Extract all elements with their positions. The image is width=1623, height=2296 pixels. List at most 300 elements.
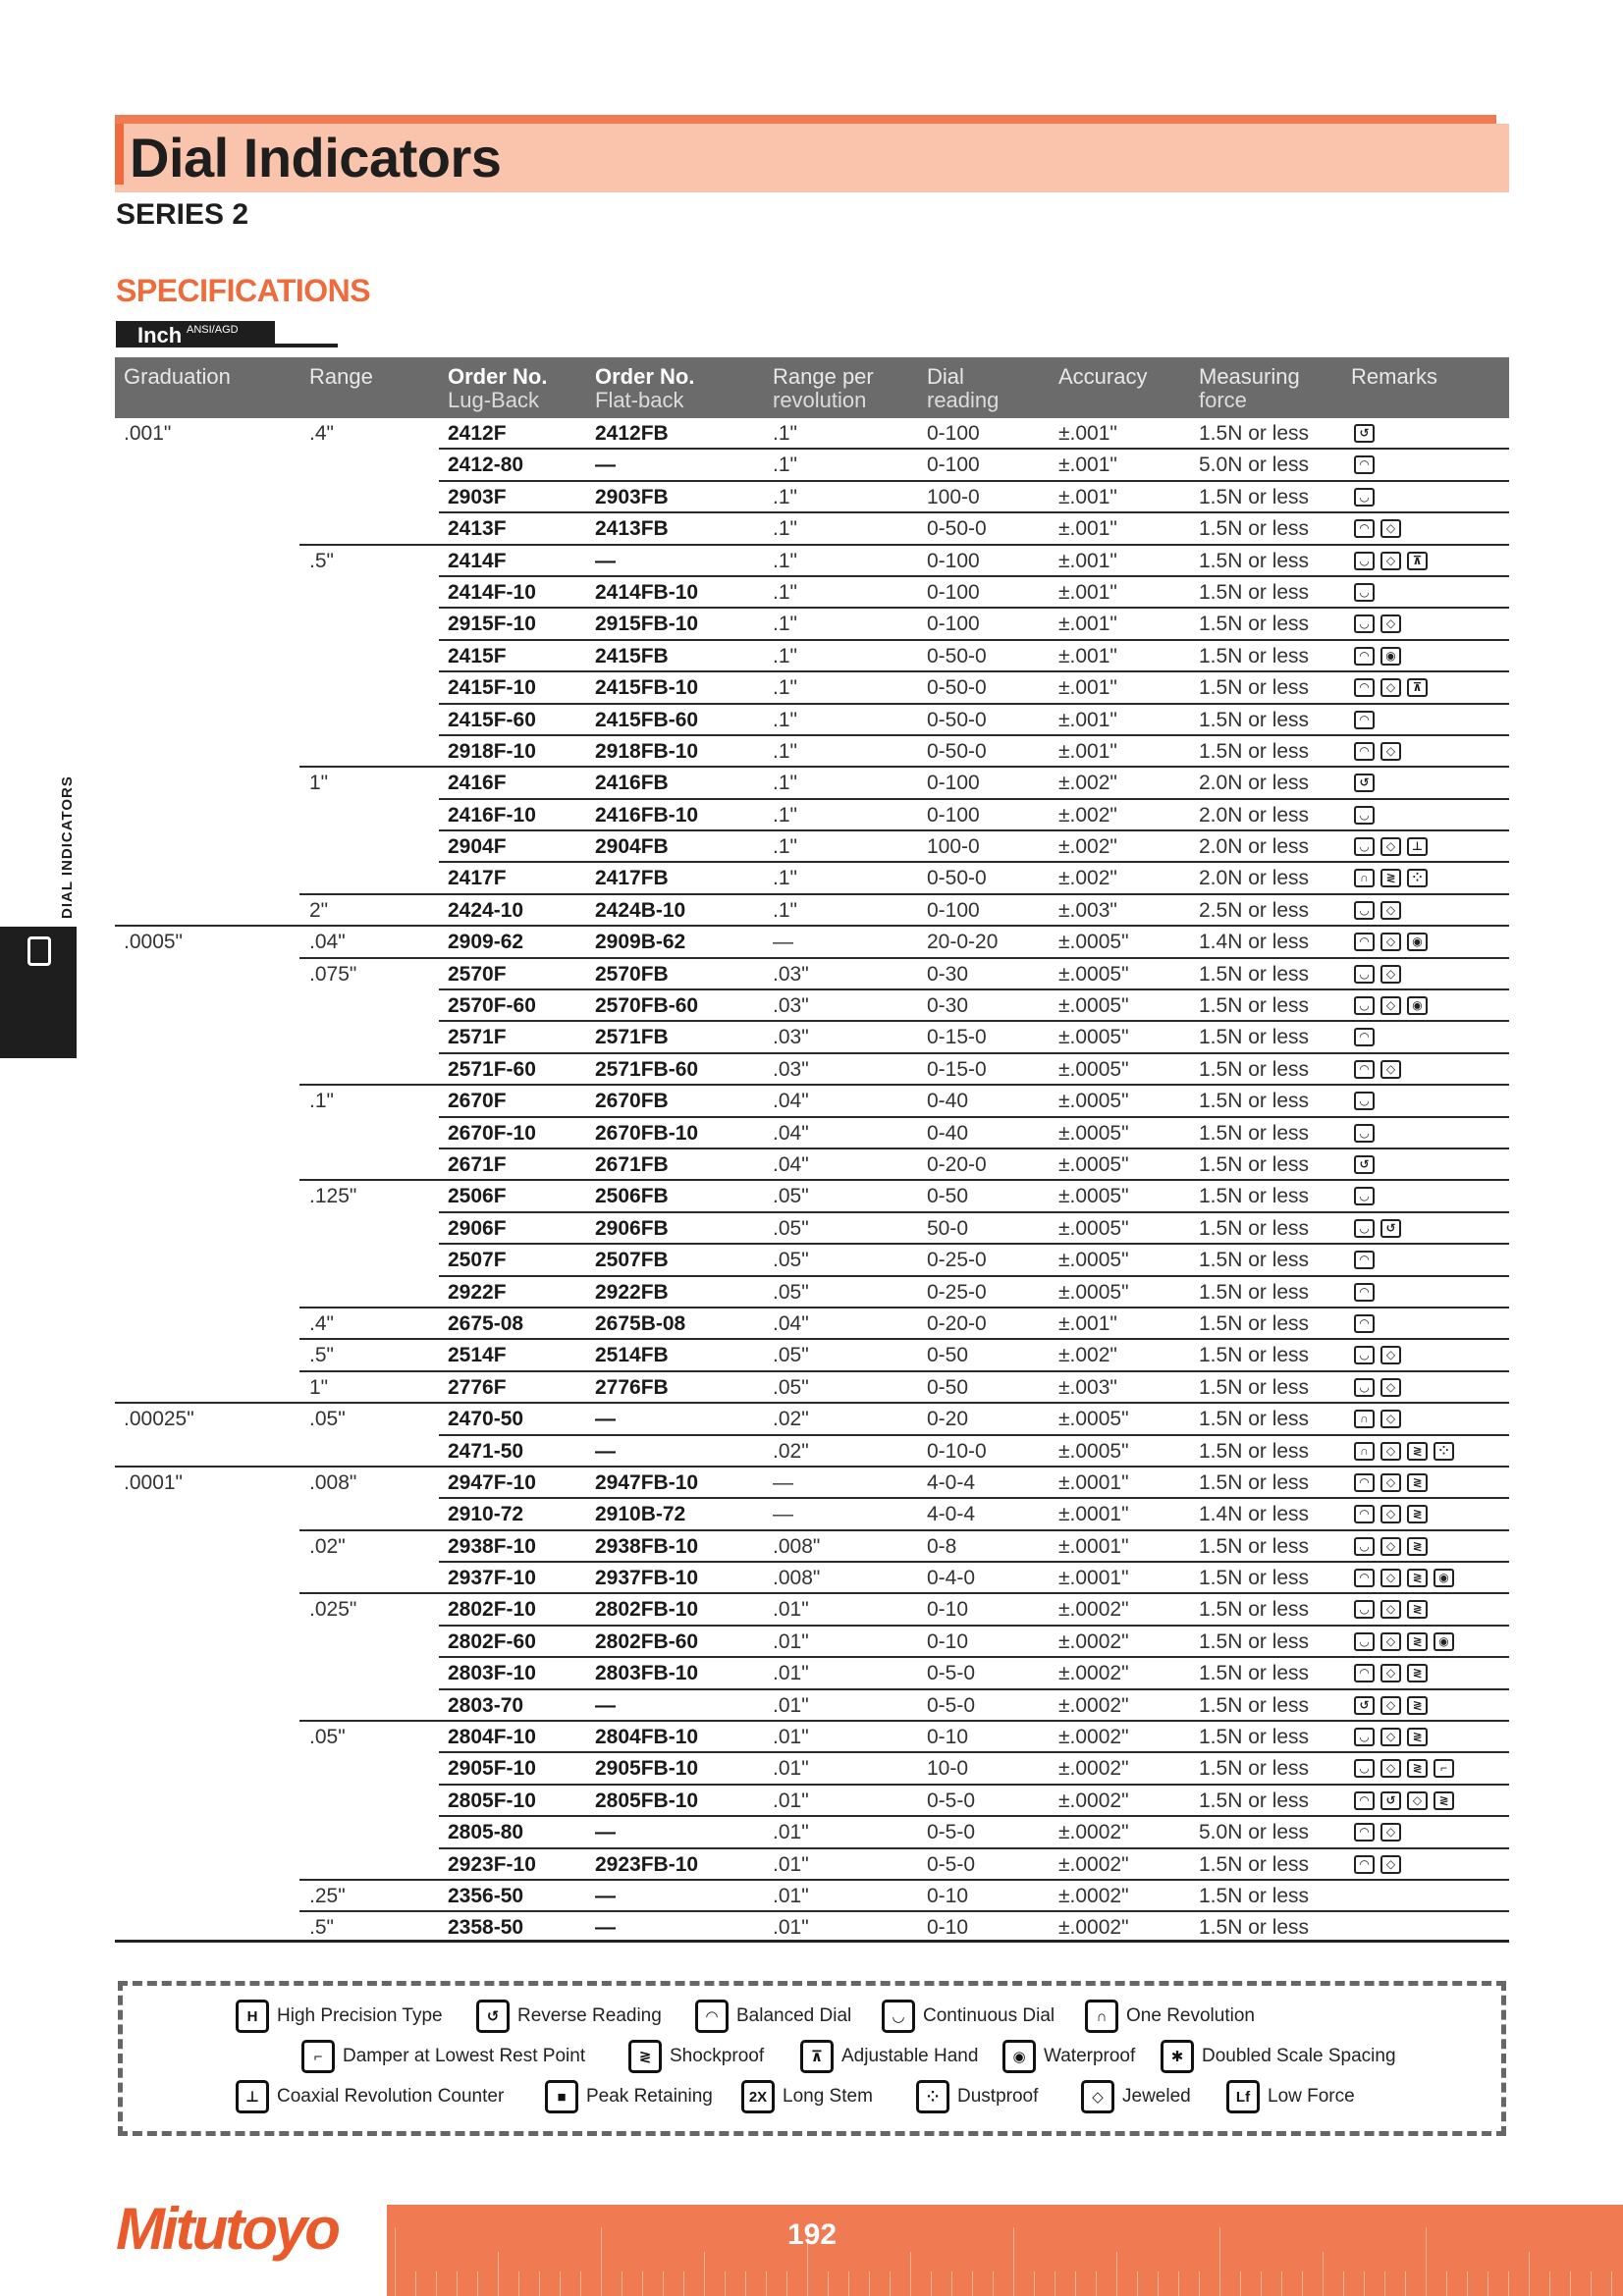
ruler-tick bbox=[580, 2271, 581, 2296]
jeweled-icon: ◇ bbox=[1380, 1378, 1401, 1397]
cell-dial-reading: 0-40 bbox=[927, 1121, 969, 1145]
cell-order-lug: 2570F-60 bbox=[448, 994, 536, 1018]
ruler-tick bbox=[395, 2227, 396, 2296]
cell-order-lug: 2675-08 bbox=[448, 1311, 524, 1335]
jeweled-icon: ◇ bbox=[1380, 1505, 1401, 1523]
continuous-icon: ◡ bbox=[1354, 583, 1375, 602]
legend-item-lowforce bbox=[1226, 2080, 1355, 2113]
cell-dial-reading: 0-5-0 bbox=[927, 1789, 976, 1812]
title-accent bbox=[115, 124, 124, 185]
reverse-icon: ↺ bbox=[476, 2000, 510, 2033]
cell-range-per-rev: .03" bbox=[773, 962, 809, 986]
cell-order-lug: 2571F-60 bbox=[448, 1057, 536, 1081]
cell-dial-reading: 100-0 bbox=[927, 485, 980, 508]
ruler-tick bbox=[1240, 2271, 1241, 2296]
cell-order-flat: 2906FB bbox=[595, 1216, 669, 1240]
cell-remarks bbox=[1354, 1791, 1454, 1810]
jeweled-icon: ◇ bbox=[1380, 1569, 1401, 1587]
cell-order-flat: 2416FB-10 bbox=[595, 803, 699, 827]
cell-remarks bbox=[1354, 424, 1375, 443]
cell-dial-reading: 0-5-0 bbox=[927, 1852, 976, 1876]
cell-dial-reading: 100-0 bbox=[927, 835, 980, 859]
cell-range-per-rev: .1" bbox=[773, 517, 797, 541]
cell-measuring-force: 1.5N or less bbox=[1199, 613, 1310, 636]
ruler-tick bbox=[1446, 2271, 1447, 2296]
cell-accuracy: ±.001" bbox=[1058, 485, 1117, 508]
table-row bbox=[115, 1118, 1509, 1149]
cell-measuring-force: 5.0N or less bbox=[1199, 454, 1310, 477]
cell-order-lug: 2802F-10 bbox=[448, 1598, 536, 1622]
cell-accuracy: ±.0005" bbox=[1058, 1439, 1129, 1463]
cell-dial-reading: 0-100 bbox=[927, 772, 980, 795]
col-accuracy: Accuracy bbox=[1058, 364, 1148, 389]
ruler-tick bbox=[498, 2252, 499, 2296]
cell-accuracy: ±.0005" bbox=[1058, 1090, 1129, 1113]
table-row bbox=[115, 1340, 1509, 1371]
cell-measuring-force: 1.5N or less bbox=[1199, 1693, 1310, 1717]
cell-order-lug: 2506F bbox=[448, 1185, 507, 1208]
ruler-tick bbox=[931, 2271, 932, 2296]
balanced-icon: ◠ bbox=[1354, 678, 1375, 697]
cell-remarks bbox=[1354, 837, 1428, 856]
ruler-tick bbox=[1549, 2271, 1550, 2296]
ruler-tick bbox=[1281, 2271, 1282, 2296]
damper-icon: ⌐ bbox=[301, 2040, 335, 2073]
cell-range-per-rev: .02" bbox=[773, 1408, 809, 1431]
ruler-tick bbox=[951, 2271, 952, 2296]
jeweled-icon: ◇ bbox=[1081, 2080, 1114, 2113]
legend-item-onerev bbox=[1085, 2000, 1255, 2033]
cell-measuring-force: 1.5N or less bbox=[1199, 1344, 1310, 1367]
legend-label: Coaxial Revolution Counter bbox=[277, 2086, 505, 2107]
cell-accuracy: ±.0002" bbox=[1058, 1629, 1129, 1653]
cell-order-flat: 2805FB-10 bbox=[595, 1789, 699, 1812]
cell-dial-reading: 0-15-0 bbox=[927, 1026, 987, 1049]
table-row bbox=[115, 1086, 1509, 1117]
adjustable-icon: ⊼ bbox=[800, 2040, 834, 2073]
legend-item-dustproof bbox=[916, 2080, 1038, 2113]
cell-measuring-force: 2.5N or less bbox=[1199, 898, 1310, 922]
cell-range-per-rev: .01" bbox=[773, 1693, 809, 1717]
shockproof-icon: ≷ bbox=[1434, 1791, 1454, 1810]
cell-measuring-force: 1.5N or less bbox=[1199, 1726, 1310, 1749]
cell-dial-reading: 0-10 bbox=[927, 1726, 969, 1749]
balanced-icon: ◠ bbox=[1354, 1823, 1375, 1842]
cell-order-flat: 2776FB bbox=[595, 1375, 669, 1399]
cell-measuring-force: 1.5N or less bbox=[1199, 1026, 1310, 1049]
cell-range-per-rev: .02" bbox=[773, 1439, 809, 1463]
table-row bbox=[115, 1563, 1509, 1594]
waterproof-icon: ◉ bbox=[1407, 933, 1428, 951]
legend-item-coaxial bbox=[236, 2080, 504, 2113]
cell-order-flat: 2570FB-60 bbox=[595, 994, 699, 1018]
cell-order-lug: 2571F bbox=[448, 1026, 507, 1049]
cell-order-flat: 2938FB-10 bbox=[595, 1534, 699, 1558]
table-row bbox=[115, 1308, 1509, 1340]
ruler-tick bbox=[683, 2271, 684, 2296]
cell-accuracy: ±.002" bbox=[1058, 772, 1117, 795]
cell-order-lug: 2776F bbox=[448, 1375, 507, 1399]
ruler-tick bbox=[848, 2271, 849, 2296]
cell-order-lug: 2804F-10 bbox=[448, 1726, 536, 1749]
ruler-tick bbox=[1323, 2252, 1324, 2296]
cell-order-flat: 2670FB bbox=[595, 1090, 669, 1113]
ruler-tick bbox=[1364, 2271, 1365, 2296]
cell-range-per-rev: .01" bbox=[773, 1757, 809, 1781]
cell-dial-reading: 0-50-0 bbox=[927, 644, 987, 667]
balanced-icon: ◠ bbox=[1354, 1791, 1375, 1810]
cell-measuring-force: 1.5N or less bbox=[1199, 1280, 1310, 1304]
cell-accuracy: ±.0002" bbox=[1058, 1726, 1129, 1749]
cell-measuring-force: 1.5N or less bbox=[1199, 485, 1310, 508]
jeweled-icon: ◇ bbox=[1380, 552, 1401, 570]
cell-order-lug: 2802F-60 bbox=[448, 1629, 536, 1653]
jeweled-icon: ◇ bbox=[1380, 1728, 1401, 1746]
cell-range-per-rev: .04" bbox=[773, 1311, 809, 1335]
cell-order-lug: 2417F bbox=[448, 867, 507, 890]
cell-accuracy: ±.0005" bbox=[1058, 931, 1129, 954]
jeweled-icon: ◇ bbox=[1380, 1473, 1401, 1492]
col-force: Measuring force bbox=[1199, 364, 1300, 412]
table-row bbox=[115, 831, 1509, 863]
legend-item-doubled bbox=[1161, 2040, 1396, 2073]
cell-remarks bbox=[1354, 1537, 1428, 1556]
lowforce-icon: Lf bbox=[1226, 2080, 1260, 2113]
cell-dial-reading: 0-50 bbox=[927, 1375, 969, 1399]
cell-accuracy: ±.001" bbox=[1058, 580, 1117, 604]
cell-measuring-force: 1.5N or less bbox=[1199, 549, 1310, 572]
continuous-icon: ◡ bbox=[1354, 488, 1375, 507]
legend-label: Doubled Scale Spacing bbox=[1202, 2046, 1396, 2066]
legend-label: One Revolution bbox=[1126, 2005, 1255, 2026]
ruler-tick bbox=[1158, 2271, 1159, 2296]
jeweled-icon: ◇ bbox=[1380, 1696, 1401, 1715]
cell-accuracy: ±.001" bbox=[1058, 739, 1117, 763]
cell-order-flat: 2922FB bbox=[595, 1280, 669, 1304]
cell-measuring-force: 1.5N or less bbox=[1199, 1311, 1310, 1335]
cell-dial-reading: 0-5-0 bbox=[927, 1693, 976, 1717]
cell-order-flat: 2424B-10 bbox=[595, 898, 686, 922]
cell-remarks bbox=[1354, 1473, 1428, 1492]
cell-range-per-rev: .04" bbox=[773, 1152, 809, 1176]
continuous-icon: ◡ bbox=[1354, 614, 1375, 633]
jeweled-icon: ◇ bbox=[1380, 519, 1401, 538]
adjustable-icon: ⊼ bbox=[1407, 552, 1428, 570]
ruler-tick bbox=[1529, 2252, 1530, 2296]
cell-remarks bbox=[1354, 583, 1375, 602]
cell-remarks bbox=[1354, 614, 1401, 633]
cell-measuring-force: 1.4N or less bbox=[1199, 1503, 1310, 1526]
balanced-icon: ◠ bbox=[1354, 1473, 1375, 1492]
cell-order-lug: 2412F bbox=[448, 422, 507, 445]
col-range: Range bbox=[309, 364, 373, 389]
table-row bbox=[115, 1786, 1509, 1817]
dustproof-icon: ⁘ bbox=[1407, 869, 1428, 887]
continuous-icon: ◡ bbox=[1354, 1728, 1375, 1746]
ruler-tick bbox=[1137, 2271, 1138, 2296]
ruler-tick bbox=[766, 2271, 767, 2296]
cell-range-per-rev: .05" bbox=[773, 1344, 809, 1367]
cell-order-lug: 2412-80 bbox=[448, 454, 524, 477]
cell-range-per-rev: .03" bbox=[773, 1057, 809, 1081]
cell-dial-reading: 0-25-0 bbox=[927, 1249, 987, 1272]
cell-remarks bbox=[1354, 1664, 1428, 1682]
cell-dial-reading: 0-50 bbox=[927, 1344, 969, 1367]
cell-dial-reading: 0-100 bbox=[927, 803, 980, 827]
series-label: SERIES 2 bbox=[116, 198, 249, 231]
cell-accuracy: ±.001" bbox=[1058, 676, 1117, 700]
table-row bbox=[115, 1022, 1509, 1053]
reverse-icon: ↺ bbox=[1354, 424, 1375, 443]
cell-measuring-force: 1.5N or less bbox=[1199, 708, 1310, 731]
cell-range-per-rev: .1" bbox=[773, 644, 797, 667]
cell-graduation: .001" bbox=[124, 422, 172, 445]
balanced-icon: ◠ bbox=[1354, 1251, 1375, 1269]
cell-range-per-rev: .03" bbox=[773, 1026, 809, 1049]
col-dial: Dial reading bbox=[927, 364, 1000, 412]
jeweled-icon: ◇ bbox=[1380, 933, 1401, 951]
cell-range: .25" bbox=[309, 1884, 346, 1907]
cell-order-lug: 2904F bbox=[448, 835, 507, 859]
table-row bbox=[115, 1277, 1509, 1308]
cell-range: 1" bbox=[309, 772, 329, 795]
table-row bbox=[115, 1722, 1509, 1753]
cell-measuring-force: 1.5N or less bbox=[1199, 1408, 1310, 1431]
legend-label: High Precision Type bbox=[277, 2005, 443, 2026]
title-top-rule bbox=[115, 115, 1496, 124]
onerev-icon: ∩ bbox=[1354, 1442, 1375, 1461]
cell-accuracy: ±.003" bbox=[1058, 1375, 1117, 1399]
table-row bbox=[115, 1753, 1509, 1785]
cell-measuring-force: 2.0N or less bbox=[1199, 803, 1310, 827]
peak-icon: ■ bbox=[545, 2080, 578, 2113]
cell-dial-reading: 0-10 bbox=[927, 1598, 969, 1622]
cell-dial-reading: 0-100 bbox=[927, 454, 980, 477]
cell-remarks bbox=[1354, 1442, 1454, 1461]
cell-order-lug: 2415F-60 bbox=[448, 708, 536, 731]
cell-remarks bbox=[1354, 1569, 1454, 1587]
table-row bbox=[115, 1372, 1509, 1404]
cell-order-lug: 2416F bbox=[448, 772, 507, 795]
cell-range-per-rev: .04" bbox=[773, 1121, 809, 1145]
cell-dial-reading: 0-20-0 bbox=[927, 1152, 987, 1176]
cell-dial-reading: 50-0 bbox=[927, 1216, 969, 1240]
jeweled-icon: ◇ bbox=[1380, 996, 1401, 1015]
reverse-icon: ↺ bbox=[1380, 1219, 1401, 1238]
unit-rule bbox=[275, 344, 338, 347]
cell-accuracy: ±.001" bbox=[1058, 708, 1117, 731]
legend-item-shockproof bbox=[628, 2040, 764, 2073]
legend-label: Damper at Lowest Rest Point bbox=[343, 2046, 586, 2066]
continuous-icon: ◡ bbox=[1354, 965, 1375, 984]
ruler-tick bbox=[1116, 2252, 1117, 2296]
dial-indicator-icon bbox=[27, 936, 51, 966]
cell-order-flat: 2415FB bbox=[595, 644, 669, 667]
cell-range-per-rev: — bbox=[773, 1470, 793, 1494]
cell-measuring-force: 1.5N or less bbox=[1199, 1598, 1310, 1622]
legend-label: Long Stem bbox=[783, 2086, 873, 2107]
cell-remarks bbox=[1354, 1728, 1428, 1746]
jeweled-icon: ◇ bbox=[1380, 1346, 1401, 1364]
icon-legend bbox=[118, 1981, 1506, 2136]
table-row bbox=[115, 927, 1509, 958]
side-tab-label: DIAL INDICATORS bbox=[59, 775, 76, 919]
cell-order-flat: 2507FB bbox=[595, 1249, 669, 1272]
cell-range: .1" bbox=[309, 1090, 334, 1113]
cell-order-lug: 2906F bbox=[448, 1216, 507, 1240]
cell-measuring-force: 1.5N or less bbox=[1199, 1757, 1310, 1781]
cell-order-lug: 2415F bbox=[448, 644, 507, 667]
continuous-icon: ◡ bbox=[1354, 1759, 1375, 1778]
cell-measuring-force: 1.5N or less bbox=[1199, 1567, 1310, 1590]
shockproof-icon: ≷ bbox=[1407, 1664, 1428, 1682]
cell-remarks bbox=[1354, 996, 1428, 1015]
cell-remarks bbox=[1354, 1505, 1428, 1523]
cell-order-flat: 2937FB-10 bbox=[595, 1567, 699, 1590]
mitutoyo-logo: Mitutoyo bbox=[116, 2196, 338, 2262]
legend-item-longstem bbox=[741, 2080, 873, 2113]
cell-range-per-rev: — bbox=[773, 1503, 793, 1526]
jeweled-icon: ◇ bbox=[1380, 1537, 1401, 1556]
ruler-tick bbox=[1426, 2227, 1427, 2296]
balanced-icon: ◠ bbox=[1354, 1028, 1375, 1046]
continuous-icon: ◡ bbox=[1354, 1124, 1375, 1143]
cell-range-per-rev: .01" bbox=[773, 1662, 809, 1685]
cell-remarks bbox=[1354, 774, 1375, 792]
cell-measuring-force: 1.5N or less bbox=[1199, 1470, 1310, 1494]
table-row bbox=[115, 450, 1509, 481]
cell-dial-reading: 0-50-0 bbox=[927, 676, 987, 700]
cell-order-lug: 2938F-10 bbox=[448, 1534, 536, 1558]
cell-dial-reading: 0-100 bbox=[927, 613, 980, 636]
cell-range-per-rev: .05" bbox=[773, 1375, 809, 1399]
ruler-tick bbox=[1075, 2271, 1076, 2296]
balanced-icon: ◠ bbox=[1354, 1505, 1375, 1523]
cell-range: .025" bbox=[309, 1598, 357, 1622]
cell-measuring-force: 1.5N or less bbox=[1199, 1249, 1310, 1272]
reverse-icon: ↺ bbox=[1354, 774, 1375, 792]
cell-order-lug: 2905F-10 bbox=[448, 1757, 536, 1781]
ruler-tick bbox=[415, 2271, 416, 2296]
cell-remarks bbox=[1354, 455, 1375, 474]
cell-measuring-force: 1.5N or less bbox=[1199, 1852, 1310, 1876]
cell-order-lug: 2910-72 bbox=[448, 1503, 524, 1526]
cell-order-lug: 2805F-10 bbox=[448, 1789, 536, 1812]
jeweled-icon: ◇ bbox=[1380, 1600, 1401, 1619]
cell-dial-reading: 0-30 bbox=[927, 994, 969, 1018]
ruler-tick bbox=[1508, 2271, 1509, 2296]
cell-range: .04" bbox=[309, 931, 346, 954]
cell-order-flat: 2571FB bbox=[595, 1026, 669, 1049]
ruler-tick bbox=[642, 2271, 643, 2296]
continuous-icon: ◡ bbox=[1354, 1219, 1375, 1238]
table-bottom-rule bbox=[115, 1940, 1509, 1943]
cell-remarks bbox=[1354, 1283, 1375, 1302]
cell-order-flat: 2803FB-10 bbox=[595, 1662, 699, 1685]
table-row bbox=[115, 1627, 1509, 1658]
legend-label: Balanced Dial bbox=[736, 2005, 852, 2026]
legend-label: Waterproof bbox=[1044, 2046, 1136, 2066]
cell-order-flat: 2571FB-60 bbox=[595, 1057, 699, 1081]
col-range-rev: Range per revolution bbox=[773, 364, 874, 412]
cell-accuracy: ±.0002" bbox=[1058, 1821, 1129, 1844]
cell-order-flat: 2415FB-60 bbox=[595, 708, 699, 731]
cell-measuring-force: 1.5N or less bbox=[1199, 1152, 1310, 1176]
ruler-tick bbox=[786, 2271, 787, 2296]
cell-measuring-force: 1.5N or less bbox=[1199, 1439, 1310, 1463]
cell-order-lug: 2471-50 bbox=[448, 1439, 524, 1463]
cell-accuracy: ±.0002" bbox=[1058, 1757, 1129, 1781]
cell-remarks bbox=[1354, 1346, 1401, 1364]
cell-range-per-rev: .01" bbox=[773, 1852, 809, 1876]
cell-measuring-force: 1.5N or less bbox=[1199, 1884, 1310, 1907]
cell-dial-reading: 0-5-0 bbox=[927, 1662, 976, 1685]
cell-graduation: .0005" bbox=[124, 931, 184, 954]
cell-order-flat: 2514FB bbox=[595, 1344, 669, 1367]
table-row bbox=[115, 1213, 1509, 1245]
balanced-icon: ◠ bbox=[1354, 933, 1375, 951]
balanced-icon: ◠ bbox=[1354, 1855, 1375, 1874]
cell-range: .05" bbox=[309, 1726, 346, 1749]
continuous-icon: ◡ bbox=[1354, 1600, 1375, 1619]
ruler-tick bbox=[560, 2271, 561, 2296]
table-row bbox=[115, 768, 1509, 799]
cell-range-per-rev: .1" bbox=[773, 898, 797, 922]
cell-measuring-force: 1.5N or less bbox=[1199, 1216, 1310, 1240]
legend-item-peak bbox=[545, 2080, 713, 2113]
table-row bbox=[115, 959, 1509, 990]
col-graduation: Graduation bbox=[124, 364, 231, 389]
cell-graduation: .00025" bbox=[124, 1408, 194, 1431]
continuous-icon: ◡ bbox=[1354, 837, 1375, 856]
cell-accuracy: ±.0005" bbox=[1058, 1057, 1129, 1081]
cell-accuracy: ±.0005" bbox=[1058, 1280, 1129, 1304]
jeweled-icon: ◇ bbox=[1407, 1791, 1428, 1810]
table-row bbox=[115, 1245, 1509, 1276]
cell-remarks bbox=[1354, 1410, 1401, 1428]
table-row bbox=[115, 1881, 1509, 1912]
cell-measuring-force: 1.5N or less bbox=[1199, 962, 1310, 986]
cell-dial-reading: 4-0-4 bbox=[927, 1503, 976, 1526]
cell-measuring-force: 1.5N or less bbox=[1199, 1629, 1310, 1653]
cell-range-per-rev: .05" bbox=[773, 1249, 809, 1272]
table-row bbox=[115, 641, 1509, 672]
cell-accuracy: ±.0002" bbox=[1058, 1662, 1129, 1685]
table-row bbox=[115, 705, 1509, 736]
cell-remarks bbox=[1354, 1759, 1454, 1778]
cell-range: .05" bbox=[309, 1408, 346, 1431]
ruler-tick bbox=[745, 2271, 746, 2296]
cell-remarks bbox=[1354, 1314, 1375, 1333]
cell-remarks bbox=[1354, 933, 1428, 951]
legend-label: Dustproof bbox=[957, 2086, 1039, 2107]
ruler-tick bbox=[457, 2271, 458, 2296]
legend-label: Shockproof bbox=[670, 2046, 765, 2066]
waterproof-icon: ◉ bbox=[1434, 1632, 1454, 1651]
waterproof-icon: ◉ bbox=[1380, 647, 1401, 666]
cell-accuracy: ±.001" bbox=[1058, 422, 1117, 445]
cell-range: .4" bbox=[309, 422, 334, 445]
doubled-icon: ✱ bbox=[1161, 2040, 1194, 2073]
cell-measuring-force: 1.5N or less bbox=[1199, 517, 1310, 541]
cell-range-per-rev: .1" bbox=[773, 835, 797, 859]
cell-measuring-force: 1.5N or less bbox=[1199, 1090, 1310, 1113]
footer-band bbox=[387, 2205, 1623, 2296]
balanced-icon: ◠ bbox=[1354, 1569, 1375, 1587]
cell-remarks bbox=[1354, 1632, 1454, 1651]
cell-graduation: .0001" bbox=[124, 1470, 184, 1494]
shockproof-icon: ≷ bbox=[1407, 1505, 1428, 1523]
